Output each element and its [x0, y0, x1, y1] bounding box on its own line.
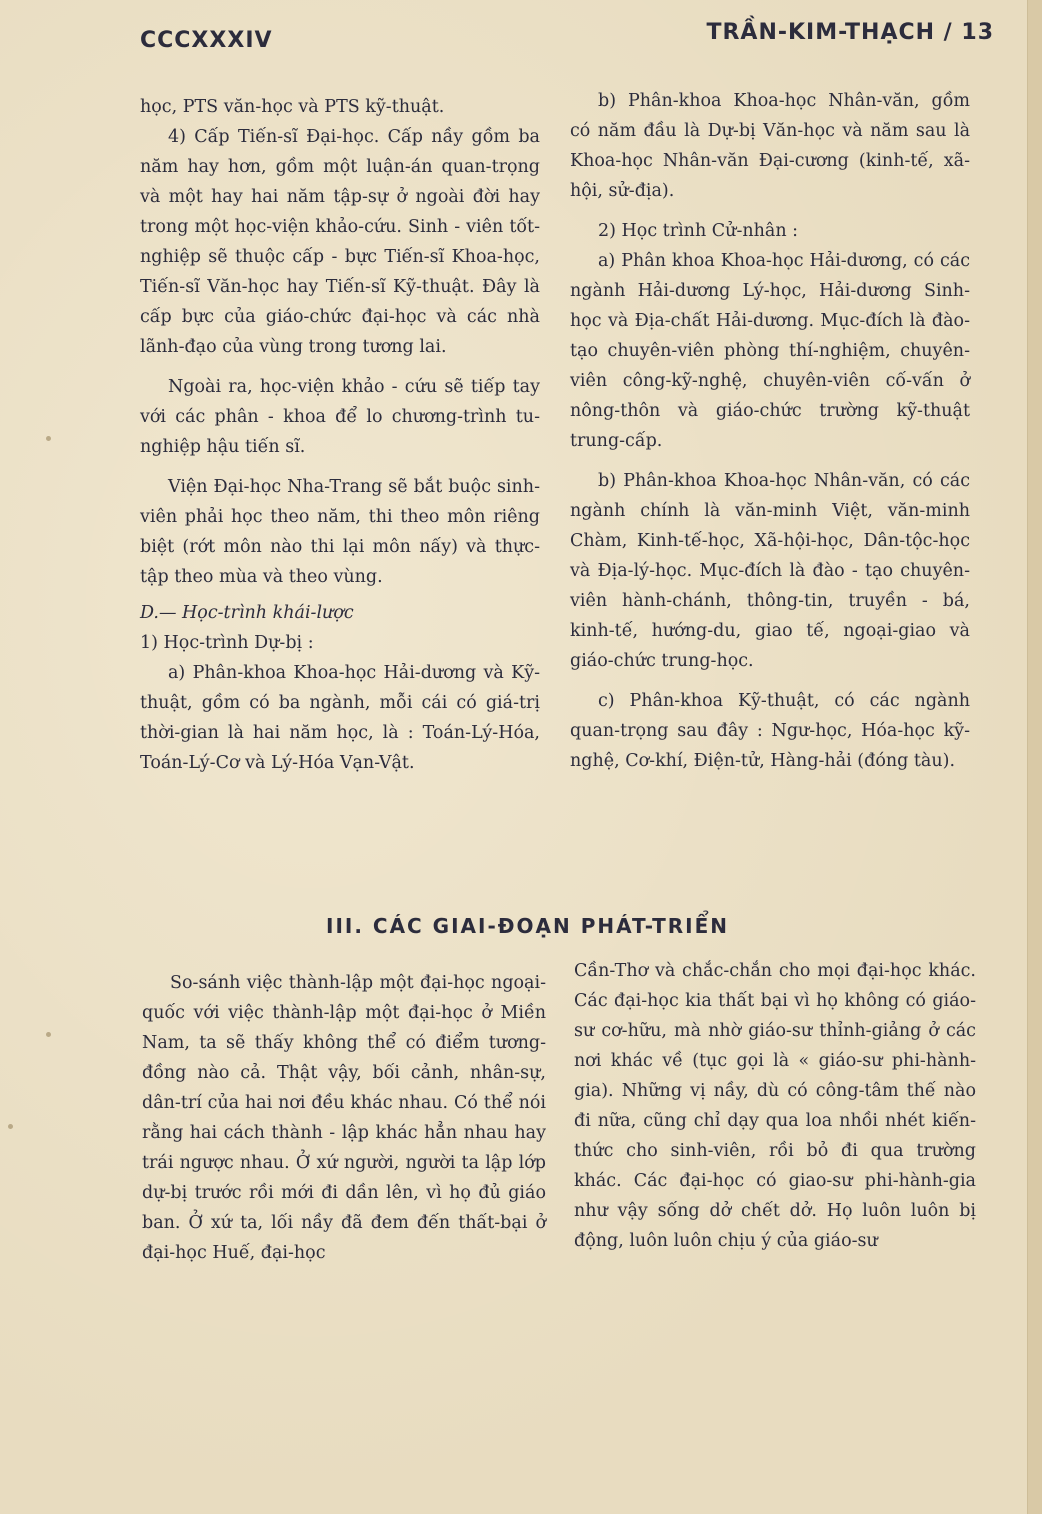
paragraph: c) Phân-khoa Kỹ-thuật, có các ngành quan-trọng sau đây : Ngư-học, Hóa-học kỹ-nghệ, Cơ-khí, Điện-tử, Hàng-hải (đóng tàu). [570, 691, 970, 771]
paragraph: a) Phân-khoa Khoa-học Hải-dương và Kỹ-thuật, gồm có ba ngành, mỗi cái có giá-trị thời-gian là hai năm học, là : Toán-Lý-Hóa, Toán-Lý-Cơ và Lý-Hóa Vạn-Vật. [140, 663, 540, 773]
paragraph: b) Phân-khoa Khoa-học Nhân-văn, có các ngành chính là văn-minh Việt, văn-minh Chàm, Kinh-tế-học, Xã-hội-học, Dân-tộc-học và Địa-lý-học. Mục-đích là đào - tạo chuyên-viên hành-chánh, thông-tin, truyền - bá, kinh-tế, hướng-du, giao tế, ngoại-giao và giáo-chức trung-học. [570, 471, 970, 671]
paragraph: a) Phân khoa Khoa-học Hải-dương, có các ngành Hải-dương Lý-học, Hải-dương Sinh-học và Địa-chất Hải-dương. Mục-đích là đào-tạo chuyên-viên phòng thí-nghiệm, chuyên-viên công-kỹ-nghệ, chuyên-viên cố-vấn ở nông-thôn và giáo-chức trường kỹ-thuật trung-cấp. [570, 251, 970, 451]
paragraph: Cần-Thơ và chắc-chắn cho mọi đại-học khác. Các đại-học kia thất bại vì họ không có giáo-sư cơ-hữu, mà nhờ giáo-sư thỉnh-giảng ở các nơi khác về (tục gọi là « giáo-sư phi-hành-gia). Những vị nầy, dù có công-tâm thế nào đi nữa, cũng chỉ dạy qua loa nhồi nhét kiến-thức cho sinh-viên, rồi bỏ đi qua trường khác. Các đại-học có giao-sư phi-hành-gia như vậy sống dở chết dở. Họ luôn luôn bị động, luôn luôn chịu ý của giáo-sư [574, 961, 976, 1251]
section-right-column [574, 956, 976, 1256]
paragraph: Ngoài ra, học-viện khảo - cứu sẽ tiếp tay với các phân - khoa để lo chương-trình tu-nghiệp hậu tiến sĩ. [140, 377, 540, 457]
paragraph: học, PTS văn-học và PTS kỹ-thuật. [140, 97, 445, 117]
subsection-heading: D.— Học-trình khái-lược [140, 603, 354, 623]
left-column [140, 92, 540, 778]
paragraph: b) Phân-khoa Khoa-học Nhân-văn, gồm có năm đầu là Dự-bị Văn-học và năm sau là Khoa-học Nhân-văn Đại-cương (kinh-tế, xã-hội, sử-địa). [570, 91, 970, 201]
page-edge [1027, 0, 1042, 1514]
running-header: TRẦN-KIM-THẠCH / 13 [706, 20, 994, 45]
page-number-roman: CCCXXXIV [140, 28, 273, 53]
paragraph: 4) Cấp Tiến-sĩ Đại-học. Cấp nầy gồm ba năm hay hơn, gồm một luận-án quan-trọng và một hay hai năm tập-sự ở ngoài đời hay trong một học-viện khảo-cứu. Sinh - viên tốt-nghiệp sẽ thuộc cấp - bực Tiến-sĩ Khoa-học, Tiến-sĩ Văn-học hay Tiến-sĩ Kỹ-thuật. Đây là cấp bực của giáo-chức đại-học và các nhà lãnh-đạo của vùng trong tương lai. [140, 127, 540, 357]
paper-speck [46, 436, 51, 441]
paragraph: 2) Học trình Cử-nhân : [598, 221, 799, 241]
section-heading: III. CÁC GIAI-ĐOẠN PHÁT-TRIỂN [326, 914, 729, 938]
paper-speck [8, 1124, 13, 1129]
paragraph: So-sánh việc thành-lập một đại-học ngoại-quốc với việc thành-lập một đại-học ở Miền Nam, ta sẽ thấy không thể có điểm tương-đồng nào cả. Thật vậy, bối cảnh, nhân-sự, dân-trí của hai nơi đều khác nhau. Có thể nói rằng hai cách thành - lập khác hẳn nhau hay trái ngược nhau. Ở xứ người, người ta lập lớp dự-bị trước rồi mới đi dần lên, vì họ đủ giáo ban. Ở xứ ta, lối nầy đã đem đến thất-bại ở đại-học Huế, đại-học [142, 973, 546, 1263]
section-left-column [142, 968, 546, 1268]
paragraph: Viện Đại-học Nha-Trang sẽ bắt buộc sinh-viên phải học theo năm, thi theo môn riêng biệt (rớt môn nào thi lại môn nấy) và thực-tập theo mùa và theo vùng. [140, 477, 540, 587]
paper-speck [46, 1032, 51, 1037]
right-column [570, 86, 970, 776]
paragraph: 1) Học-trình Dự-bị : [140, 633, 314, 653]
